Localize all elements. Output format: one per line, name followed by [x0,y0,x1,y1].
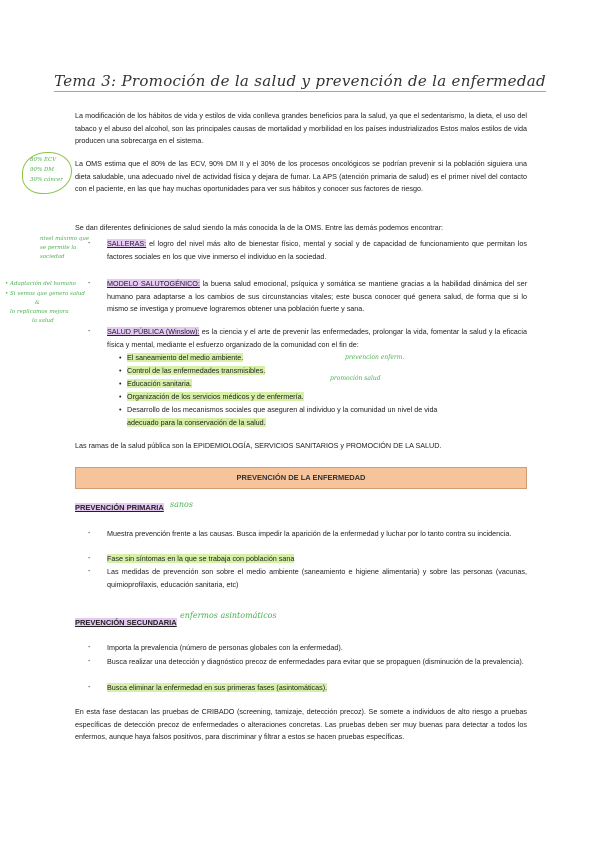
secundaria-item: Importa la prevalencia (número de personas globales con la enfermedad). [107,643,343,652]
secundaria-heading: PREVENCIÓN SECUNDARIA [75,618,177,627]
salud-publica-definition: SALUD PÚBLICA (Winslow): es la ciencia y el arte de prevenir las enfermedades, prolongar la vida, fomentar la salud y la eficacia física y mental, mediante el esfuerzo organizado de la comunidad con el fin de: [107,327,527,349]
intro-paragraph: La modificación de los hábitos de vida y estilos de vida conlleva grandes beneficios para la salud, ya que el sedentarismo, la dieta, el uso del tabaco y el abuso del alcohol, son las principales causas de mortalidad y morbilidad en los países industrializados Estos malos estilos de vida producen una sobrecarga en el sistema. [75,111,527,146]
page-title: Tema 3: Promoción de la salud y prevención de la enfermedad [54,72,546,90]
modelo-definition: MODELO SALUTOGÉNICO: la buena salud emocional, psíquica y somática se mantiene gracias a la habilidad dinámica del ser humano para adaptarse a los cambios de sus circunstancias vitales; este busca conocer qué genera salud, de forma que si lo mismo se investiga y promueve lograremos obtener una población fuerte y sana. [107,279,528,314]
oms-paragraph: La OMS estima que el 80% de las ECV, 90% DM II y el 30% de los procesos oncológicos se podrían prevenir si la población siguiera una dieta saludable, una adecuado nivel de actividad física y dejara de fumar. La APS (atención primaria de salud) es el primer nivel del contacto con el paciente, en las que hay muchas oportunidades para ver sus hábitos y conocer sus factores de riesgo. [75,159,527,194]
salleras-definition: SALLERAS: el logro del nivel más alto de bienestar físico, mental y social y de capacidad de funcionamiento que permitan los factores sociales en los que vive inmerso el individuo en la sociedad. [107,239,527,261]
sp-item: adecuado para la conservación de la salud. [127,418,266,427]
cribado-paragraph: En esta fase destacan las pruebas de CRIBADO (screening, tamizaje, detección precoz). Se somete a individuos de alto riesgo a pruebas específicas de detección precoz de enfermedades o alteraciones concretas. Las pruebas deben ser muy buenas para detectar a todos los enfermos, aunque haya falsos positivos, para discriminar y filtrar a estos se hacen pruebas específicas. [75,707,527,742]
modelo-note: & [35,300,40,306]
modelo-note: la salud [32,318,54,324]
primaria-note: sanos [170,500,193,509]
promotion-note: promoción salud [330,375,381,382]
sp-item: Desarrollo de los mecanismos sociales que aseguren al individuo y la comunidad un nivel de vida [127,405,438,414]
cloud-note-line: 90% DM [30,167,55,173]
secundaria-item: Busca realizar una detección y diagnóstico precoz de enfermedades para evitar que se propaguen (disminución de la prevalencia). [107,657,524,666]
sp-item: Control de las enfermedades transmisibles. [127,366,266,375]
section-band: PREVENCIÓN DE LA ENFERMEDAD [75,467,527,489]
cloud-note-line: 80% ECV [30,157,57,163]
sp-item: Educación sanitaria. [127,379,192,388]
sp-item: El saneamiento del medio ambiente. [127,353,244,362]
secundaria-item: Busca eliminar la enfermedad en sus primeras fases (asintomáticas). [107,683,328,692]
primaria-item: Las medidas de prevención son sobre el medio ambiente (saneamiento e higiene alimentaria) y sobre las personas (vacunas, quimioprofilaxis, educación sanitaria, etc) [107,567,527,589]
salleras-note: nivel máximo que [40,236,90,242]
definitions-intro: Se dan diferentes definiciones de salud siendo la más conocida la de la OMS. Entre las demás podemos encontrar: [75,223,443,232]
modelo-note: • Si vemos que genera salud [5,291,85,297]
sp-item: Organización de los servicios médicos y de enfermería. [127,392,304,401]
primaria-heading: PREVENCIÓN PRIMARIA [75,503,164,512]
salleras-note: sociedad [40,254,65,260]
modelo-note: • Adaptación del humano [5,281,76,287]
secundaria-note: enfermos asintomáticos [180,611,277,620]
ramas-paragraph: Las ramas de la salud pública son la EPIDEMIOLOGÍA, SERVICIOS SANITARIOS y PROMOCIÓN DE LA SALUD. [75,441,442,450]
primaria-item: Muestra prevención frente a las causas. Busca impedir la aparición de la enfermedad y luchar por lo tanto contra su incidencia. [107,529,512,538]
cloud-note-line: 30% cáncer [30,177,63,183]
prevention-note: prevención enferm. [345,354,405,361]
primaria-item: Fase sin síntomas en la que se trabaja con población sana [107,554,295,563]
salleras-note: se permite la [40,245,77,251]
modelo-note: lo replicamos mejora [10,309,69,315]
